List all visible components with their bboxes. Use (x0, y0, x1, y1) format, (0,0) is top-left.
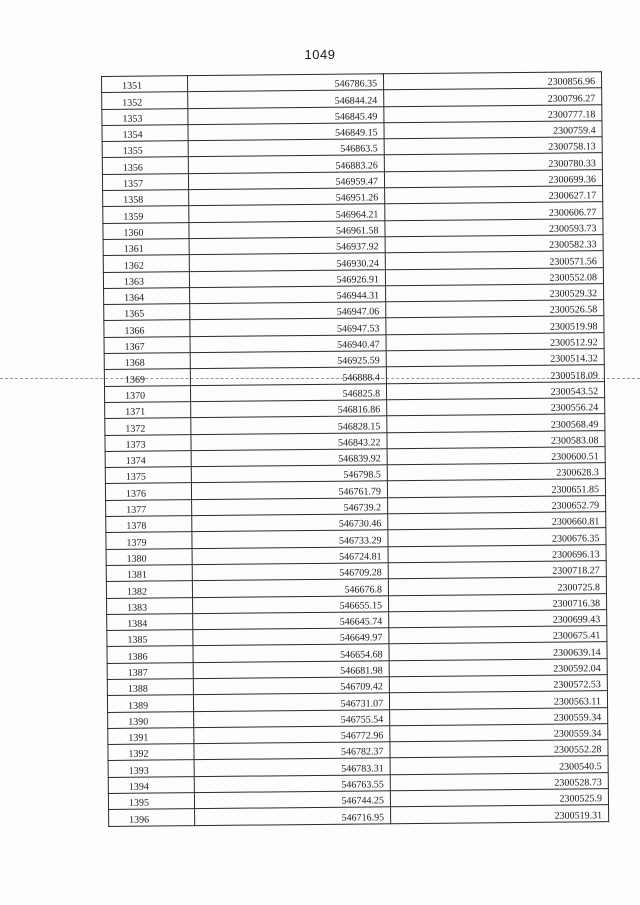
coordinates-table-body (102, 72, 609, 826)
x-coordinate-cell: 546843.22 (191, 432, 387, 450)
y-coordinate-cell: 2300592.04 (389, 658, 607, 676)
point-number-cell: 1371 (105, 402, 191, 419)
y-coordinate-cell: 2300856.96 (383, 72, 601, 90)
x-coordinate-cell: 546825.8 (190, 383, 386, 401)
coordinates-table-wrapper (101, 71, 603, 826)
y-coordinate-cell: 2300519.31 (391, 805, 609, 823)
x-coordinate-cell: 546676.8 (192, 579, 388, 597)
x-coordinate-cell: 546863.5 (188, 139, 384, 157)
point-number-cell: 1396 (109, 809, 195, 826)
x-coordinate-cell: 546926.91 (189, 269, 385, 287)
x-coordinate-cell: 546655.15 (193, 595, 389, 613)
point-number-cell: 1359 (103, 206, 189, 223)
point-number-cell: 1370 (104, 385, 190, 402)
x-coordinate-cell: 546883.26 (188, 155, 384, 173)
point-number-cell: 1382 (106, 581, 192, 598)
table-row (109, 805, 609, 826)
y-coordinate-cell: 2300528.73 (390, 772, 608, 790)
y-coordinate-cell: 2300660.81 (388, 512, 606, 530)
point-number-cell: 1389 (107, 695, 193, 712)
point-number-cell: 1356 (102, 157, 188, 174)
point-number-cell: 1357 (102, 173, 188, 190)
point-number-cell: 1393 (108, 760, 194, 777)
y-coordinate-cell: 2300552.28 (390, 740, 608, 758)
point-number-cell: 1385 (107, 630, 193, 647)
y-coordinate-cell: 2300568.49 (387, 414, 605, 432)
point-number-cell: 1375 (105, 467, 191, 484)
x-coordinate-cell: 546798.5 (191, 465, 387, 483)
y-coordinate-cell: 2300518.09 (386, 365, 604, 383)
point-number-cell: 1369 (104, 369, 190, 386)
y-coordinate-cell: 2300699.36 (384, 169, 602, 187)
x-coordinate-cell: 546730.46 (192, 514, 388, 532)
x-coordinate-cell: 546782.37 (194, 742, 390, 760)
x-coordinate-cell: 546763.55 (194, 775, 390, 793)
point-number-cell: 1386 (107, 646, 193, 663)
y-coordinate-cell: 2300627.17 (385, 186, 603, 204)
point-number-cell: 1392 (108, 744, 194, 761)
point-number-cell: 1384 (107, 613, 193, 630)
x-coordinate-cell: 546845.49 (188, 106, 384, 124)
point-number-cell: 1379 (106, 532, 192, 549)
point-number-cell: 1388 (107, 679, 193, 696)
x-coordinate-cell: 546681.98 (193, 660, 389, 678)
point-number-cell: 1364 (104, 288, 190, 305)
x-coordinate-cell: 546761.79 (191, 481, 387, 499)
point-number-cell: 1374 (105, 450, 191, 467)
point-number-cell: 1383 (107, 597, 193, 614)
x-coordinate-cell: 546925.59 (190, 351, 386, 369)
point-number-cell: 1391 (108, 728, 194, 745)
x-coordinate-cell: 546816.86 (191, 400, 387, 418)
y-coordinate-cell: 2300699.43 (389, 609, 607, 627)
y-coordinate-cell: 2300639.14 (389, 642, 607, 660)
x-coordinate-cell: 546947.53 (190, 318, 386, 336)
x-coordinate-cell: 546731.07 (193, 693, 389, 711)
y-coordinate-cell: 2300514.32 (386, 349, 604, 367)
y-coordinate-cell: 2300543.52 (386, 381, 604, 399)
y-coordinate-cell: 2300600.51 (387, 447, 605, 465)
x-coordinate-cell: 546951.26 (189, 188, 385, 206)
x-coordinate-cell: 546940.47 (190, 335, 386, 353)
x-coordinate-cell: 546888.4 (190, 367, 386, 385)
point-number-cell: 1352 (102, 92, 188, 109)
point-number-cell: 1366 (104, 320, 190, 337)
x-coordinate-cell: 546709.28 (192, 563, 388, 581)
y-coordinate-cell: 2300559.34 (390, 724, 608, 742)
point-number-cell: 1372 (105, 418, 191, 435)
x-coordinate-cell: 546964.21 (189, 204, 385, 222)
y-coordinate-cell: 2300696.13 (388, 544, 606, 562)
x-coordinate-cell: 546716.95 (195, 807, 391, 825)
x-coordinate-cell: 546844.24 (188, 90, 384, 108)
x-coordinate-cell: 546744.25 (194, 791, 390, 809)
y-coordinate-cell: 2300676.35 (388, 528, 606, 546)
y-coordinate-cell: 2300780.33 (384, 153, 602, 171)
x-coordinate-cell: 546959.47 (188, 172, 384, 190)
x-coordinate-cell: 546786.35 (188, 74, 384, 92)
x-coordinate-cell: 546944.31 (190, 286, 386, 304)
point-number-cell: 1361 (103, 239, 189, 256)
y-coordinate-cell: 2300556.24 (387, 398, 605, 416)
y-coordinate-cell: 2300582.33 (385, 235, 603, 253)
point-number-cell: 1354 (102, 125, 188, 142)
y-coordinate-cell: 2300651.85 (387, 479, 605, 497)
y-coordinate-cell: 2300563.11 (389, 691, 607, 709)
x-coordinate-cell: 546839.92 (191, 449, 387, 467)
point-number-cell: 1355 (102, 141, 188, 158)
point-number-cell: 1390 (108, 711, 194, 728)
y-coordinate-cell: 2300725.8 (388, 577, 606, 595)
y-coordinate-cell: 2300552.08 (385, 267, 603, 285)
point-number-cell: 1368 (104, 353, 190, 370)
point-number-cell: 1360 (103, 222, 189, 239)
y-coordinate-cell: 2300593.73 (385, 218, 603, 236)
point-number-cell: 1365 (104, 304, 190, 321)
x-coordinate-cell: 546772.96 (194, 726, 390, 744)
coordinates-table (101, 71, 609, 826)
y-coordinate-cell: 2300540.5 (390, 756, 608, 774)
point-number-cell: 1363 (103, 271, 189, 288)
y-coordinate-cell: 2300652.79 (388, 495, 606, 513)
x-coordinate-cell: 546828.15 (191, 416, 387, 434)
point-number-cell: 1358 (103, 190, 189, 207)
point-number-cell: 1378 (106, 516, 192, 533)
x-coordinate-cell: 546849.15 (188, 123, 384, 141)
x-coordinate-cell: 546783.31 (194, 758, 390, 776)
y-coordinate-cell: 2300759.4 (384, 121, 602, 139)
x-coordinate-cell: 546645.74 (193, 612, 389, 630)
x-coordinate-cell: 546724.81 (192, 546, 388, 564)
point-number-cell: 1377 (106, 499, 192, 516)
y-coordinate-cell: 2300675.41 (389, 626, 607, 644)
y-coordinate-cell: 2300606.77 (385, 202, 603, 220)
y-coordinate-cell: 2300796.27 (384, 88, 602, 106)
point-number-cell: 1376 (105, 483, 191, 500)
y-coordinate-cell: 2300525.9 (390, 789, 608, 807)
point-number-cell: 1362 (103, 255, 189, 272)
y-coordinate-cell: 2300758.13 (384, 137, 602, 155)
x-coordinate-cell: 546947.06 (190, 302, 386, 320)
y-coordinate-cell: 2300718.27 (388, 561, 606, 579)
point-number-cell: 1394 (108, 776, 194, 793)
point-number-cell: 1367 (104, 336, 190, 353)
point-number-cell: 1353 (102, 108, 188, 125)
x-coordinate-cell: 546739.2 (192, 497, 388, 515)
x-coordinate-cell: 546937.92 (189, 237, 385, 255)
y-coordinate-cell: 2300571.56 (385, 251, 603, 269)
x-coordinate-cell: 546733.29 (192, 530, 388, 548)
y-coordinate-cell: 2300529.32 (386, 284, 604, 302)
y-coordinate-cell: 2300526.58 (386, 300, 604, 318)
y-coordinate-cell: 2300572.53 (389, 675, 607, 693)
x-coordinate-cell: 546930.24 (189, 253, 385, 271)
x-coordinate-cell: 546649.97 (193, 628, 389, 646)
x-coordinate-cell: 546709.42 (193, 677, 389, 695)
x-coordinate-cell: 546755.54 (194, 709, 390, 727)
y-coordinate-cell: 2300777.18 (384, 104, 602, 122)
y-coordinate-cell: 2300512.92 (386, 332, 604, 350)
point-number-cell: 1387 (107, 662, 193, 679)
y-coordinate-cell: 2300716.38 (388, 593, 606, 611)
point-number-cell: 1381 (106, 565, 192, 582)
x-coordinate-cell: 546654.68 (193, 644, 389, 662)
y-coordinate-cell: 2300519.98 (386, 316, 604, 334)
x-coordinate-cell: 546961.58 (189, 220, 385, 238)
point-number-cell: 1395 (108, 793, 194, 810)
y-coordinate-cell: 2300628.3 (387, 463, 605, 481)
point-number-cell: 1373 (105, 434, 191, 451)
page-number: 1049 (304, 47, 336, 62)
point-number-cell: 1351 (102, 76, 188, 93)
point-number-cell: 1380 (106, 548, 192, 565)
y-coordinate-cell: 2300559.34 (390, 707, 608, 725)
y-coordinate-cell: 2300583.08 (387, 430, 605, 448)
